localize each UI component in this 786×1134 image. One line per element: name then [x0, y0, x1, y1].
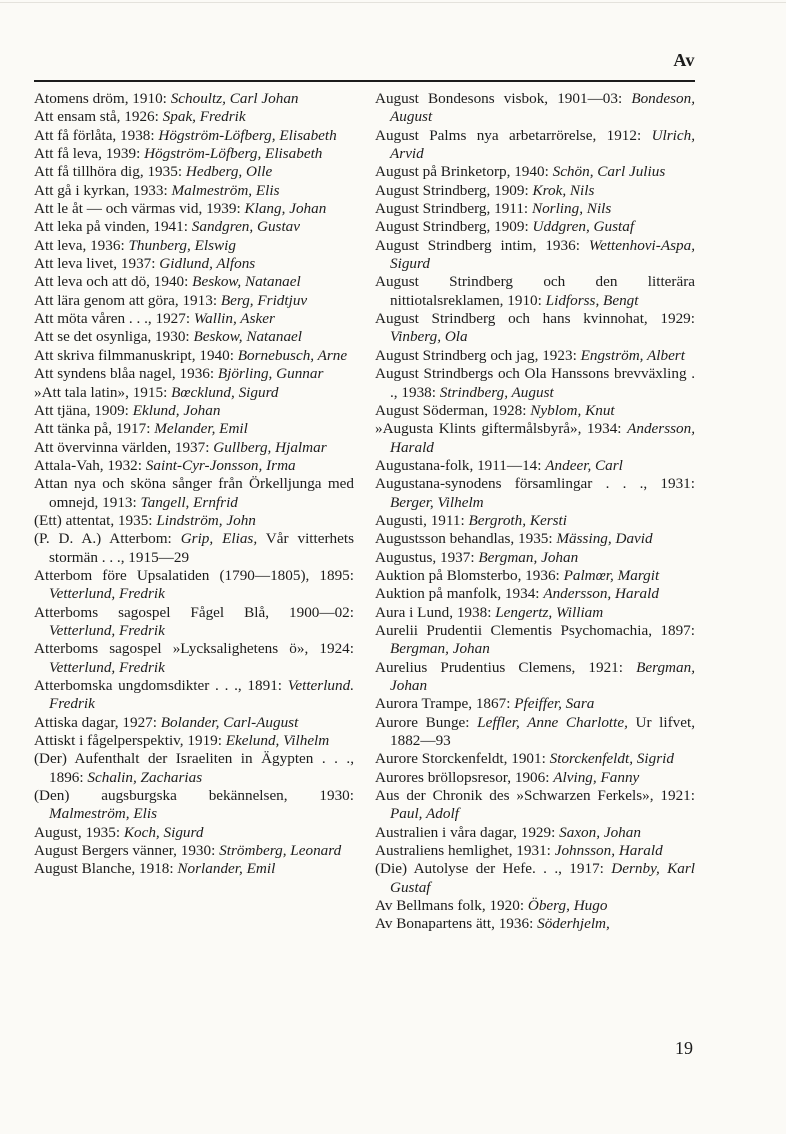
index-entry: [34, 108, 354, 126]
entry-title: Attiska dagar, 1927:: [34, 713, 157, 731]
entry-title: August Palms nya arbetarrörelse, 1912:: [375, 126, 642, 144]
left-column: [34, 90, 354, 879]
entry-title: Att leka på vinden, 1941:: [34, 218, 188, 236]
entry-title: (Den) augsburgska bekännelsen, 1930:: [34, 787, 354, 805]
entry-author: Palmœr, Margit: [563, 566, 660, 584]
index-entry: [375, 695, 695, 713]
entry-author: Grip, Elias,: [180, 530, 258, 548]
entry-author: Bornebusch, Arne: [237, 346, 348, 364]
entry-author: Wallin, Asker: [193, 310, 275, 328]
entry-title: August på Brinketorp, 1940:: [375, 163, 549, 181]
index-entry: [375, 182, 695, 200]
index-entry: [375, 512, 695, 530]
entry-title: Aurora Trampe, 1867:: [375, 695, 511, 713]
entry-title: Attala-Vah, 1932:: [34, 456, 142, 474]
entry-author: Norling, Nils: [531, 200, 612, 218]
index-entry: [34, 512, 354, 530]
entry-author: Vetterlund. Fredrik: [49, 677, 354, 713]
entry-author: Thunberg, Elswig: [128, 236, 236, 254]
entry-author: Andeer, Carl: [545, 456, 623, 474]
entry-title: Att leva, 1936:: [34, 236, 125, 254]
index-entry: [375, 714, 695, 751]
entry-title: August Strindberg intim, 1936:: [375, 236, 580, 254]
entry-title: Augustsson behandlas, 1935:: [375, 530, 553, 548]
entry-author: Strömberg, Leonard: [219, 842, 342, 860]
index-entry: [34, 475, 354, 512]
entry-title: Att skriva filmmanuskript, 1940:: [34, 346, 234, 364]
entry-title: August Strindbergs och Ola Hanssons brevväxling . ., 1938:: [375, 365, 695, 401]
entry-author: Bergman, Johan: [390, 640, 490, 658]
entry-title: August Bergers vänner, 1930:: [34, 842, 216, 860]
entry-author: Gidlund, Alfons: [159, 255, 256, 273]
entry-author: Andersson, Harald: [543, 585, 659, 603]
entry-author: Lengertz, William: [495, 603, 604, 621]
index-entry: [34, 365, 354, 383]
entry-title: Att möta våren . . ., 1927:: [34, 310, 191, 328]
entry-title: Atomens dröm, 1910:: [34, 90, 167, 107]
entry-author: Högström-Löfberg, Elisabeth: [158, 126, 337, 144]
index-entry: [34, 347, 354, 365]
entry-title: Augustana-folk, 1911—14:: [375, 456, 542, 474]
entry-title: Auktion på Blomsterbo, 1936:: [375, 566, 560, 584]
right-column: [375, 90, 695, 934]
entry-author: Spak, Fredrik: [162, 108, 246, 126]
entry-title: Att få förlåta, 1938:: [34, 126, 155, 144]
index-entry: [34, 530, 354, 567]
entry-author: Pfeiffer, Sara: [514, 695, 595, 713]
index-entry: [375, 549, 695, 567]
entry-title: Australien i våra dagar, 1929:: [375, 823, 556, 841]
entry-author: Björling, Gunnar: [217, 365, 324, 383]
entry-author: Bœcklund, Sigurd: [171, 383, 279, 401]
entry-title: Attan nya och sköna sånger från Örkelljunga med omnejd, 1913:: [34, 475, 354, 511]
entry-author: Ulrich, Arvid: [390, 126, 696, 163]
entry-title: Att leva och att dö, 1940:: [34, 273, 189, 291]
index-entry: [34, 402, 354, 420]
entry-title: Att ensam stå, 1926:: [34, 108, 159, 126]
entry-title: Aurore Storckenfeldt, 1901:: [375, 750, 546, 768]
entry-title: Att få leva, 1939:: [34, 145, 141, 163]
index-entry: [34, 604, 354, 641]
entry-author: Vetterlund, Fredrik: [49, 585, 165, 603]
entry-title: August Strindberg, 1909:: [375, 218, 529, 236]
entry-author: Hedberg, Olle: [185, 163, 273, 181]
entry-author: Eklund, Johan: [132, 401, 221, 419]
entry-author: Lindström, John: [156, 511, 256, 529]
entry-title: Aurores bröllopsresor, 1906:: [375, 768, 550, 786]
index-entry: [34, 420, 354, 438]
entry-title: Augusti, 1911:: [375, 511, 465, 529]
entry-author: Ekelund, Vilhelm: [225, 732, 330, 750]
entry-author: Saint-Cyr-Jonsson, Irma: [145, 456, 296, 474]
entry-title: August Strindberg, 1911:: [375, 200, 529, 218]
entry-title: Atterboms sagospel »Lycksalighetens ö», 1924:: [34, 640, 354, 658]
index-entry: [375, 127, 695, 164]
entry-author: Beskow, Natanael: [193, 328, 303, 346]
entry-title: August Strindberg och hans kvinnohat, 1929:: [375, 310, 695, 328]
entry-author: Andersson, Harald: [390, 420, 695, 456]
entry-author: Alving, Fanny: [553, 768, 640, 786]
entry-author: Nyblom, Knut: [530, 401, 615, 419]
entry-author: Bergman, Johan: [390, 658, 695, 694]
entry-title: Att le åt — och värmas vid, 1939:: [34, 200, 241, 218]
entry-title: (P. D. A.) Atterbom:: [34, 530, 172, 548]
entry-title: Aurelius Prudentius Clemens, 1921:: [375, 658, 624, 676]
index-entry: [34, 182, 354, 200]
entry-title: Att övervinna världen, 1937:: [34, 438, 210, 456]
index-entry: [34, 328, 354, 346]
entry-title: Att se det osynliga, 1930:: [34, 328, 190, 346]
entry-title: Att gå i kyrkan, 1933:: [34, 181, 168, 199]
entry-title: August Blanche, 1918:: [34, 860, 174, 878]
entry-author: Malmeström, Elis: [49, 805, 157, 823]
index-entry: [34, 842, 354, 860]
entry-author: Johnsson, Harald: [554, 842, 663, 860]
index-entry: [34, 292, 354, 310]
entry-title: (Ett) attentat, 1935:: [34, 511, 153, 529]
index-entry: [34, 127, 354, 145]
entry-author: Högström-Löfberg, Elisabeth: [144, 145, 323, 163]
index-entry: [375, 842, 695, 860]
entry-author: Krok, Nils: [532, 181, 595, 199]
entry-title: Aurelii Prudentii Clementis Psychomachia, 1897:: [375, 621, 695, 639]
entry-author: Klang, Johan: [244, 200, 327, 218]
entry-title: Att tänka på, 1917:: [34, 420, 151, 438]
entry-author: Engström, Albert: [580, 346, 685, 364]
index-entry: [34, 163, 354, 181]
index-entry: [375, 420, 695, 457]
entry-author: Vetterlund, Fredrik: [49, 658, 165, 676]
entry-title: Att tjäna, 1909:: [34, 401, 129, 419]
entry-author: Paul, Adolf: [390, 805, 459, 823]
entry-author: Berg, Fridtjuv: [220, 291, 308, 309]
entry-title: Att lära genom att göra, 1913:: [34, 291, 218, 309]
entry-title: Att få tillhöra dig, 1935:: [34, 163, 183, 181]
entry-title: Augustus, 1937:: [375, 548, 475, 566]
index-entry: [34, 218, 354, 236]
entry-author: Vetterlund, Fredrik: [49, 621, 165, 639]
entry-title: Att leva livet, 1937:: [34, 255, 156, 273]
entry-author: Mässing, David: [556, 530, 653, 548]
entry-author: Schoultz, Carl Johan: [170, 90, 299, 107]
index-entry: [34, 640, 354, 677]
index-entry: [34, 255, 354, 273]
entry-title: Aurore Bunge:: [375, 713, 470, 731]
entry-title: August Söderman, 1928:: [375, 401, 527, 419]
entry-author: Bolander, Carl-August: [160, 713, 299, 731]
index-entry: [34, 273, 354, 291]
index-entry: [375, 824, 695, 842]
index-entry: [375, 457, 695, 475]
entry-title: Av Bellmans folk, 1920:: [375, 897, 525, 915]
index-entry: [34, 145, 354, 163]
index-entry: [375, 402, 695, 420]
entry-author: Bergroth, Kersti: [468, 511, 567, 529]
entry-title: Att syndens blåa nagel, 1936:: [34, 365, 215, 383]
index-entry: [375, 218, 695, 236]
entry-title: Atterbomska ungdomsdikter . . ., 1891:: [34, 677, 283, 694]
entry-author: Lidforss, Bengt: [545, 291, 639, 309]
index-entry: [375, 163, 695, 181]
entry-author: Melander, Emil: [154, 420, 248, 438]
index-entry: [34, 567, 354, 604]
index-entry: [34, 824, 354, 842]
index-entry: [375, 622, 695, 659]
index-entry: [34, 310, 354, 328]
page-top-edge: [0, 2, 786, 3]
entry-title: Atterboms sagospel Fågel Blå, 1900—02:: [34, 603, 354, 621]
entry-author: Uddgren, Gustaf: [532, 218, 635, 236]
entry-title: August Strindberg och den litterära nittiotalsreklamen, 1910:: [375, 273, 695, 309]
entry-title: Aus der Chronik des »Schwarzen Ferkels», 1921:: [375, 787, 695, 805]
entry-title: Attiskt i fågelperspektiv, 1919:: [34, 732, 222, 750]
entry-author: Schalin, Zacharias: [87, 768, 203, 786]
entry-author: Beskow, Natanael: [192, 273, 301, 291]
entry-title: Australiens hemlighet, 1931:: [375, 842, 551, 860]
index-entry: [375, 237, 695, 274]
index-entry: [375, 659, 695, 696]
index-entry: [375, 750, 695, 768]
index-entry: [34, 457, 354, 475]
entry-author: Söderhjelm,: [537, 915, 610, 933]
entry-title: Auktion på manfolk, 1934:: [375, 585, 540, 603]
entry-author: Schön, Carl Julius: [552, 163, 666, 181]
entry-author: Bondeson, August: [390, 90, 696, 126]
index-entry: [34, 750, 354, 787]
page-number: 19: [675, 1038, 693, 1058]
index-entry: [375, 200, 695, 218]
index-entry: [375, 604, 695, 622]
entry-title: (Die) Autolyse der Hefe. . ., 1917:: [375, 860, 604, 878]
entry-work: Vår vitterhets stormän . . ., 1915—29: [49, 530, 354, 566]
entry-title: August Strindberg och jag, 1923:: [375, 346, 577, 364]
index-entry: [375, 365, 695, 402]
index-entry: [375, 310, 695, 347]
entry-author: Vinberg, Ola: [390, 328, 468, 346]
index-entry: [375, 273, 695, 310]
index-entry: [34, 787, 354, 824]
index-entry: [34, 439, 354, 457]
entry-author: Bergman, Johan: [478, 548, 579, 566]
entry-title: »Augusta Klints giftermålsbyrå», 1934:: [375, 420, 622, 438]
index-entry: [34, 677, 354, 714]
header-rule: [34, 80, 695, 82]
entry-title: August Bondesons visbok, 1901—03:: [375, 90, 623, 107]
index-entry: [375, 860, 695, 897]
entry-work: Ur lifvet, 1882—93: [390, 713, 696, 750]
entry-title: Atterbom före Upsalatiden (1790—1805), 1895:: [34, 566, 354, 584]
running-header: Av: [673, 50, 695, 70]
index-entry: [375, 90, 695, 127]
entry-author: Norlander, Emil: [177, 860, 276, 878]
index-entry: [375, 530, 695, 548]
index-entry: [375, 915, 695, 933]
entry-author: Koch, Sigurd: [123, 823, 204, 841]
index-entry: [34, 90, 354, 108]
entry-author: Wettenhovi-Aspa, Sigurd: [390, 236, 695, 273]
entry-title: (Der) Aufenthalt der Israeliten in Ägypten . . ., 1896:: [34, 750, 354, 786]
index-entry: [34, 860, 354, 878]
entry-author: Gullberg, Hjalmar: [213, 438, 327, 456]
entry-title: Augustana-synodens församlingar . . ., 1931:: [375, 475, 695, 493]
index-entry: [375, 787, 695, 824]
index-entry: [375, 475, 695, 512]
entry-author: Tangell, Ernfrid: [140, 493, 238, 511]
entry-title: Aura i Lund, 1938:: [375, 603, 492, 621]
entry-author: Öberg, Hugo: [527, 897, 608, 915]
index-entry: [375, 897, 695, 915]
index-entry: [34, 384, 354, 402]
index-entry: [375, 585, 695, 603]
entry-title: »Att tala latin», 1915:: [34, 383, 168, 401]
index-entry: [34, 714, 354, 732]
entry-author: Sandgren, Gustav: [191, 218, 301, 236]
index-entry: [34, 237, 354, 255]
index-entry: [34, 200, 354, 218]
entry-author: Berger, Vilhelm: [390, 493, 484, 511]
entry-author: Strindberg, August: [439, 383, 554, 401]
entry-title: Av Bonapartens ätt, 1936:: [375, 915, 534, 933]
index-entry: [375, 347, 695, 365]
index-entry: [375, 769, 695, 787]
entry-title: August Strindberg, 1909:: [375, 181, 529, 199]
index-entry: [375, 567, 695, 585]
entry-author: Leffler, Anne Charlotte,: [477, 713, 628, 731]
entry-author: Dernby, Karl Gustaf: [390, 860, 696, 896]
entry-author: Saxon, Johan: [559, 823, 641, 841]
entry-author: Malmeström, Elis: [171, 181, 280, 199]
entry-title: August, 1935:: [34, 823, 121, 841]
entry-author: Storckenfeldt, Sigrid: [549, 750, 674, 768]
index-entry: [34, 732, 354, 750]
